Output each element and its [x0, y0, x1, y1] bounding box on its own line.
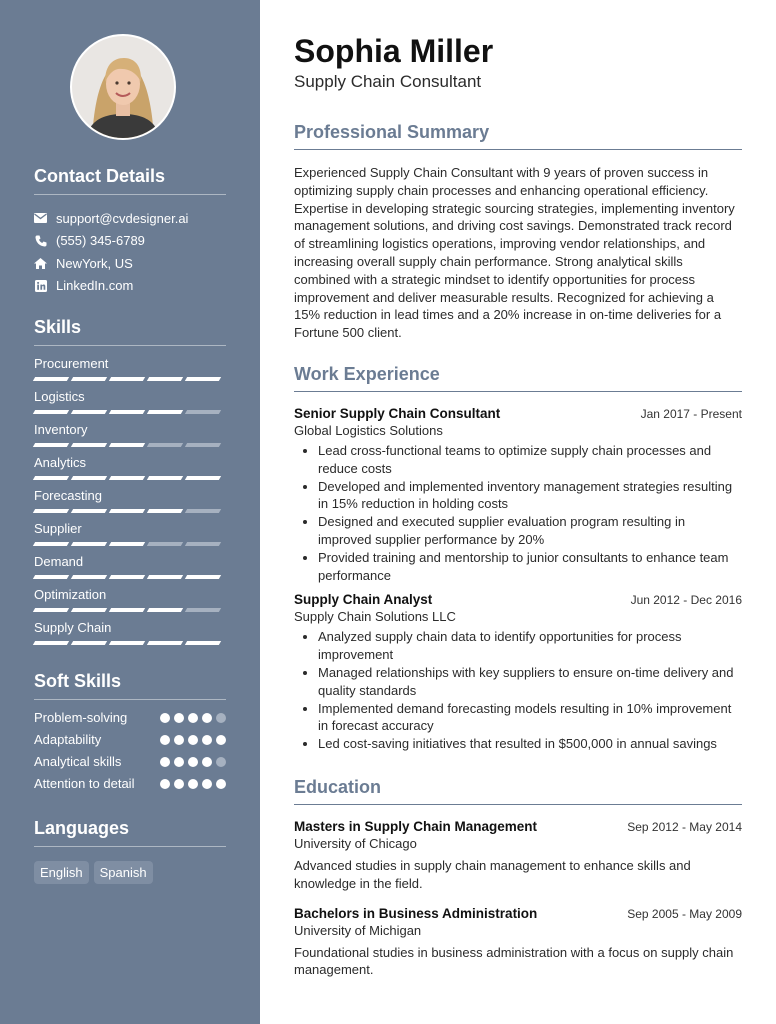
skill-level-segment [71, 410, 107, 414]
skill-level-segment [71, 377, 107, 381]
rating-dot [174, 735, 184, 745]
skill-level-bar [34, 476, 226, 480]
skill-level-segment [33, 575, 69, 579]
skill-name: Forecasting [34, 488, 102, 503]
skill-level-segment [33, 476, 69, 480]
skill-item [34, 554, 226, 579]
skill-level-segment [33, 608, 69, 612]
skill-level-bar [34, 377, 226, 381]
skill-level-bar [34, 410, 226, 414]
skill-level-segment [185, 608, 221, 612]
skill-level-segment [109, 641, 145, 645]
rating-dot [202, 735, 212, 745]
skill-level-segment [71, 509, 107, 513]
rating-dot [188, 779, 198, 789]
degree-date: Sep 2012 - May 2014 [627, 819, 742, 834]
contact-section [34, 166, 226, 297]
skill-item [34, 422, 226, 447]
degree-title: Masters in Supply Chain Management [294, 818, 538, 834]
skill-level-bar [34, 641, 226, 645]
education-entry [294, 906, 742, 980]
skill-item [34, 356, 226, 381]
skill-level-segment [147, 410, 183, 414]
soft-skill-name: Attention to detail [34, 776, 135, 791]
soft-skill-name: Analytical skills [34, 754, 122, 769]
rating-dot [160, 779, 170, 789]
skill-name: Inventory [34, 422, 88, 437]
rating-dot [202, 757, 212, 767]
candidate-name: Sophia Miller [294, 33, 494, 69]
languages-list [34, 861, 226, 884]
skill-level-bar [34, 608, 226, 612]
job-entry [294, 592, 742, 753]
skill-name: Logistics [34, 389, 85, 404]
job-bullet: • Lead cross-functional teams to optimize supply chain processes and reduce costs [318, 442, 742, 478]
avatar-photo-icon [72, 36, 174, 138]
contact-linkedin-text: LinkedIn.com [56, 278, 134, 294]
skill-name: Demand [34, 554, 84, 569]
rating-dot [174, 779, 184, 789]
job-company: Global Logistics Solutions [294, 422, 443, 438]
skill-level-segment [147, 641, 183, 645]
summary-text: Experienced Supply Chain Consultant with 9 years of proven success in optimizing supply chain processes and enhancing operational efficiency. Expertise in developing strategic sourcing strategies, implementing inventory management solutions, and driving cost savings. Demonstrated track record of streamlining logistics operations, improving vendor relationships, and increasing overall supply chain performance. Strong analytical skills combined with a strategic mindset to identify opportunities for process improvement and deliver measurable results. Recognized for achieving a 15% reduction in lead times and a 20% increase in on-time deliveries for a Fortune 500 client. [294, 165, 735, 341]
skill-name: Supply Chain [34, 620, 112, 635]
skills-section [34, 317, 226, 645]
job-title: Supply Chain Analyst [294, 592, 433, 608]
job-bullet: • Analyzed supply chain data to identify opportunities for process improvement [318, 628, 742, 664]
skill-level-segment [33, 641, 69, 645]
rating-dot [216, 713, 226, 723]
skill-name: Procurement [34, 356, 109, 371]
skill-level-segment [185, 443, 221, 447]
skill-level-segment [185, 377, 221, 381]
skill-level-segment [109, 476, 145, 480]
skill-level-segment [109, 443, 145, 447]
job-bullet: • Designed and executed supplier evaluation program resulting in improved supplier performance by 20% [318, 513, 742, 549]
rating-dot [216, 779, 226, 789]
skill-level-segment [71, 476, 107, 480]
avatar [70, 34, 176, 140]
soft-skill-item [34, 754, 226, 770]
skill-level-segment [185, 575, 221, 579]
candidate-role: Supply Chain Consultant [294, 72, 482, 91]
contact-email[interactable] [34, 207, 226, 230]
soft-skill-rating [160, 735, 226, 745]
skill-level-segment [185, 410, 221, 414]
degree-description: Advanced studies in supply chain management to enhance skills and knowledge in the field. [294, 857, 691, 891]
summary-heading: Professional Summary [294, 122, 742, 150]
skill-name: Supplier [34, 521, 82, 536]
rating-dot [160, 757, 170, 767]
skill-level-segment [147, 377, 183, 381]
skill-level-segment [33, 410, 69, 414]
skill-level-bar [34, 542, 226, 546]
skill-level-segment [71, 575, 107, 579]
languages-section [34, 818, 226, 884]
skill-level-segment [109, 377, 145, 381]
skill-level-bar [34, 443, 226, 447]
job-date: Jan 2017 - Present [640, 406, 742, 421]
education-section [294, 777, 742, 979]
education-entry [294, 819, 742, 893]
job-date: Jun 2012 - Dec 2016 [630, 593, 742, 608]
skill-level-segment [147, 542, 183, 546]
skill-level-segment [109, 608, 145, 612]
work-heading: Work Experience [294, 364, 742, 392]
skill-level-segment [147, 443, 183, 447]
rating-dot [188, 713, 198, 723]
contact-location [34, 252, 226, 275]
skill-level-segment [71, 641, 107, 645]
contact-phone[interactable] [34, 230, 226, 253]
home-icon [34, 257, 47, 270]
skill-level-segment [147, 476, 183, 480]
skill-item [34, 455, 226, 480]
contact-linkedin[interactable] [34, 275, 226, 298]
rating-dot [188, 757, 198, 767]
job-company: Supply Chain Solutions LLC [294, 609, 456, 625]
contact-email-text: support@cvdesigner.ai [56, 210, 189, 226]
phone-icon [34, 234, 47, 247]
email-icon [34, 212, 47, 225]
skill-level-segment [109, 575, 145, 579]
skill-level-segment [185, 509, 221, 513]
skill-level-segment [33, 443, 69, 447]
job-bullet: • Led cost-saving initiatives that resulted in $500,000 in annual savings [318, 735, 742, 753]
soft-skill-rating [160, 757, 226, 767]
soft-skills-section [34, 671, 226, 792]
language-badge: Spanish [94, 861, 153, 884]
job-bullets [294, 442, 742, 584]
job-bullet: • Managed relationships with key suppliers to ensure on-time delivery and quality standards [318, 664, 742, 700]
rating-dot [202, 779, 212, 789]
skill-item [34, 587, 226, 612]
skill-level-segment [71, 443, 107, 447]
rating-dot [202, 713, 212, 723]
contact-heading: Contact Details [34, 166, 226, 195]
skill-name: Optimization [34, 587, 107, 602]
education-heading: Education [294, 777, 742, 805]
skill-level-bar [34, 509, 226, 513]
school-name: University of Michigan [294, 922, 422, 938]
skill-level-segment [109, 410, 145, 414]
rating-dot [160, 713, 170, 723]
linkedin-icon [34, 279, 47, 292]
work-section [294, 364, 742, 753]
job-title: Senior Supply Chain Consultant [294, 405, 501, 421]
skill-level-segment [185, 641, 221, 645]
skill-level-segment [185, 476, 221, 480]
rating-dot [216, 735, 226, 745]
skill-level-segment [33, 542, 69, 546]
degree-title: Bachelors in Business Administration [294, 905, 538, 921]
rating-dot [188, 735, 198, 745]
rating-dot [174, 757, 184, 767]
skills-list [34, 356, 226, 645]
summary-section [294, 122, 742, 342]
skill-level-segment [147, 575, 183, 579]
degree-date: Sep 2005 - May 2009 [627, 906, 742, 921]
soft-skill-item [34, 710, 226, 726]
degree-description: Foundational studies in business administration with a focus on supply chain management. [294, 944, 734, 978]
job-bullet: • Developed and implemented inventory management strategies resulting in 15% reduction in holding costs [318, 478, 742, 514]
job-bullet: • Provided training and mentorship to junior consultants to enhance team performance [318, 549, 742, 585]
soft-skill-rating [160, 713, 226, 723]
skill-item [34, 488, 226, 513]
rating-dot [174, 713, 184, 723]
rating-dot [216, 757, 226, 767]
skills-heading: Skills [34, 317, 226, 346]
soft-skills-heading: Soft Skills [34, 671, 226, 700]
job-bullets [294, 628, 742, 753]
language-badge: English [34, 861, 89, 884]
rating-dot [160, 735, 170, 745]
soft-skill-item [34, 732, 226, 748]
soft-skill-rating [160, 779, 226, 789]
skill-level-segment [109, 509, 145, 513]
skill-level-bar [34, 575, 226, 579]
school-name: University of Chicago [294, 835, 417, 851]
skill-level-segment [147, 608, 183, 612]
skill-item [34, 620, 226, 645]
skill-level-segment [147, 509, 183, 513]
job-bullet: • Implemented demand forecasting models resulting in 10% improvement in forecast accuracy [318, 700, 742, 736]
skill-level-segment [185, 542, 221, 546]
skill-item [34, 389, 226, 414]
languages-heading: Languages [34, 818, 226, 847]
skill-item [34, 521, 226, 546]
skill-level-segment [33, 509, 69, 513]
soft-skill-name: Problem-solving [34, 710, 128, 725]
soft-skill-item [34, 776, 226, 792]
main-content [260, 0, 776, 1024]
skill-name: Analytics [34, 455, 87, 470]
job-entry [294, 406, 742, 584]
contact-phone-text: (555) 345-6789 [56, 233, 145, 249]
contact-location-text: NewYork, US [56, 255, 133, 271]
soft-skills-list [34, 710, 226, 792]
soft-skill-name: Adaptability [34, 732, 102, 747]
skill-level-segment [71, 608, 107, 612]
sidebar [0, 0, 260, 1024]
skill-level-segment [33, 377, 69, 381]
skill-level-segment [71, 542, 107, 546]
skill-level-segment [109, 542, 145, 546]
